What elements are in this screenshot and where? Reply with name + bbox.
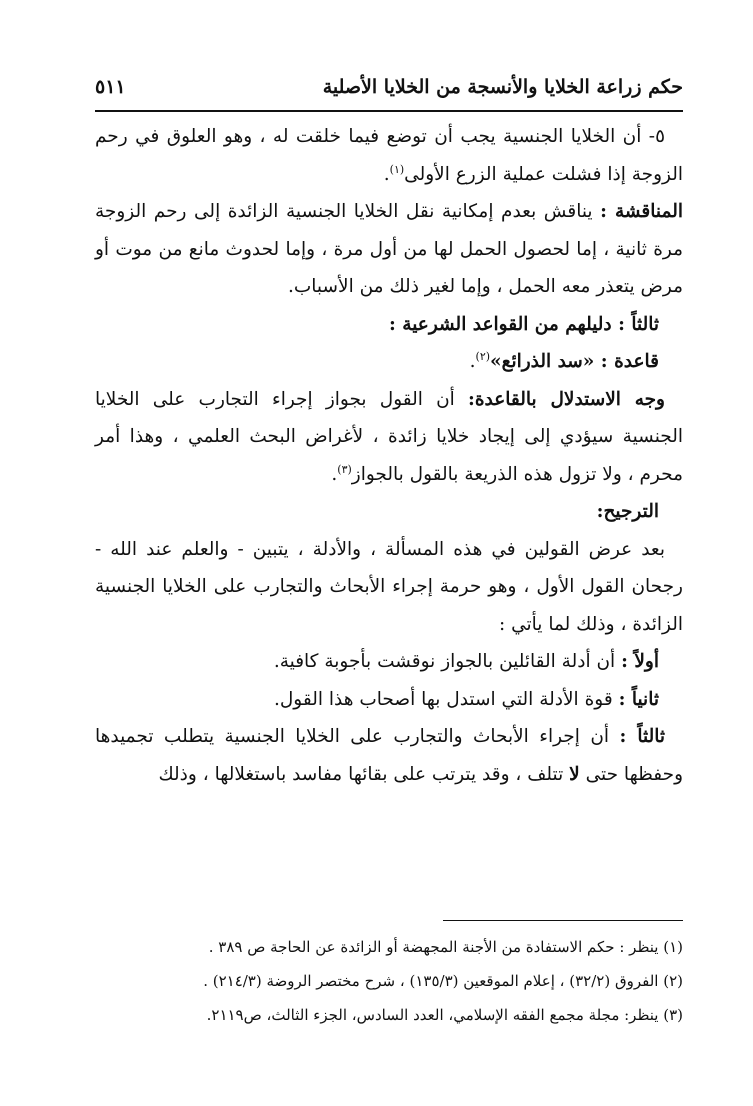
paragraph-preference: بعد عرض القولين في هذه المسألة ، والأدلة ، يتبين - والعلم عند الله - رجحان القول الأول ، وهو حرمة إجراء الأبحاث والتجارب على الخلايا الجنسية الزائدة ، وذلك لما يأتي : <box>95 538 683 635</box>
preference-heading: الترجيح: <box>596 501 659 522</box>
footnote-ref-1: (١) <box>389 162 405 176</box>
paragraph-discussion: المناقشة : يناقش بعدم إمكانية نقل الخلايا الجنسية الزائدة إلى رحم الزوجة مرة ثانية ، إما لحصول الحمل لها من أول مرة ، وإما لحدوث مانع من موت أو مرض يتعذر معه الحمل ، وإما لغير ذلك من الأسباب. <box>95 201 683 297</box>
third-evidence-heading: ثالثاً : دليلهم من القواعد الشرعية : <box>389 313 659 335</box>
page-number: ٥١١ <box>95 76 126 98</box>
header-rule <box>95 110 683 112</box>
running-header <box>95 68 683 106</box>
footnote-2: (٢) الفروق (٣٢/٢) ، إعلام الموقعين (١٣٥/٣) ، شرح مختصر الروضة (٢١٤/٣) . <box>203 972 683 990</box>
footnote-ref-3: (٣) <box>337 462 352 476</box>
footnotes <box>95 930 683 1032</box>
footnote-ref-2: (٢) <box>475 349 491 363</box>
footnote-separator <box>443 920 683 921</box>
reason-second: ثانياً : قوة الأدلة التي استدل بها أصحاب هذا القول. <box>273 688 659 710</box>
inference-label: وجه الاستدلال بالقاعدة: <box>468 388 665 410</box>
discussion-label: المناقشة : <box>600 201 683 222</box>
footnote-1: (١) ينظر : حكم الاستفادة من الأجنة المجهضة أو الزائدة عن الحاجة ص ٣٨٩ . <box>208 938 683 956</box>
rule-line: قاعدة : «سد الذرائع»$^{(٢)}$. <box>469 349 659 372</box>
footnote-3: (٣) ينظر: مجلة مجمع الفقه الإسلامي، العدد السادس، الجزء الثالث، ص٢١١٩. <box>206 1006 683 1024</box>
reason-first: أولاً : أن أدلة القائلين بالجواز نوقشت بأجوبة كافية. <box>273 651 659 672</box>
paragraph-inference: وجه الاستدلال بالقاعدة: أن القول بجواز إجراء التجارب على الخلايا الجنسية سيؤدي إلى إيجاد خلايا زائدة ، لأغراض البحث العلمي ، وهذا أمر محرم ، ولا تزول هذه الذريعة بالقول بالجواز$^{(٣)}$. <box>95 388 683 485</box>
reason-third: ثالثاً : أن إجراء الأبحاث والتجارب على الخلايا الجنسية يتطلب تجميدها وحفظها حتى لا تتلف ، وقد يترتب على بقائها مفاسد باستغلالها ، وذلك <box>95 726 683 785</box>
paragraph-point-5: ٥- أن الخلايا الجنسية يجب أن توضع فيما خلقت له ، وهو العلوق في رحم الزوجة إذا فشلت عملية الزرع الأولى$^{(١)}$. <box>95 126 683 185</box>
header-title: حكم زراعة الخلايا والأنسجة من الخلايا الأصلية <box>322 76 683 98</box>
main-text <box>95 118 683 793</box>
